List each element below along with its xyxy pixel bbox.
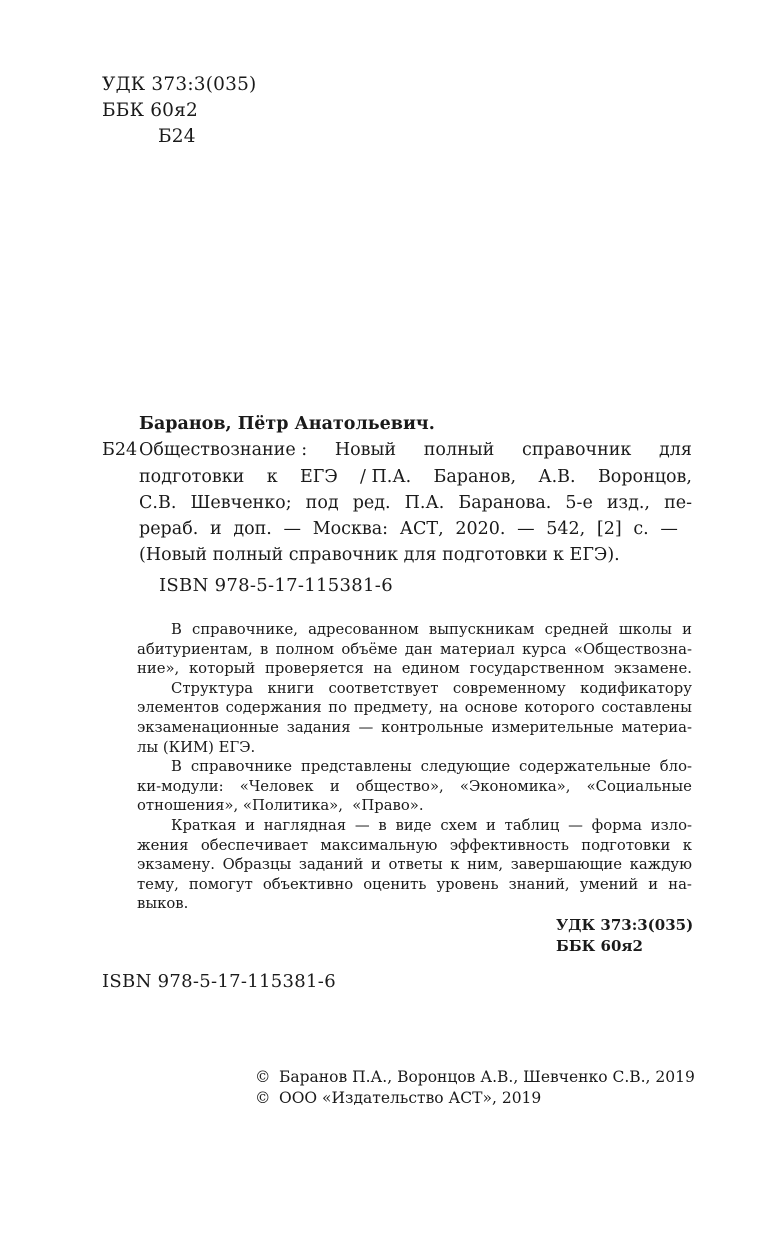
- copyright-authors: © Баранов П.А., Воронцов А.В., Шевченко С.В., 2019: [255, 1068, 695, 1086]
- bbk-code: ББК 60я2: [102, 100, 198, 121]
- copyright-icon: ©: [255, 1068, 271, 1086]
- bib-author-mark: Б24: [102, 440, 138, 461]
- abstract-line: лы (КИМ) ЕГЭ.: [137, 738, 256, 756]
- author-heading: Баранов, Пётр Анатольевич.: [139, 414, 435, 434]
- series-title: (Новый полный справочник для подготовки к ЕГЭ).: [139, 545, 620, 566]
- abstract-line: экзамену. Образцы заданий и ответы к ним, завершающие каждую: [137, 856, 692, 874]
- abstract-line: В справочнике представлены следующие содержательные бло-: [171, 758, 692, 776]
- bib-line-1: Б24 Обществознание : Новый полный справочник для: [102, 437, 692, 463]
- abstract-line: В справочнике, адресованном выпускникам средней школы и: [171, 621, 692, 638]
- udk-code: УДК 373:3(035): [102, 74, 257, 95]
- bottom-bbk-code: ББК 60я2: [556, 937, 643, 955]
- copyright-icon: ©: [255, 1089, 271, 1107]
- bib-line-3: С.В. Шевченко; под ред. П.А. Баранова. 5-е изд., пе-: [139, 492, 692, 513]
- isbn-record: ISBN 978-5-17-115381-6: [159, 574, 393, 596]
- abstract-line: абитуриентам, в полном объёме дан материал курса «Обществозна-: [137, 640, 692, 658]
- author-mark: Б24: [158, 126, 196, 147]
- abstract-line: жения обеспечивает максимальную эффективность подготовки к: [137, 836, 692, 854]
- bib-line-2: подготовки к ЕГЭ / П.А. Баранов, А.В. Воронцов,: [139, 466, 692, 487]
- abstract-line: Краткая и наглядная — в виде схем и таблиц — форма изло-: [171, 816, 692, 834]
- abstract: [137, 620, 692, 914]
- bibliographic-record: [102, 411, 692, 599]
- abstract-line: тему, помогут объективно оценить уровень знаний, умений и на-: [137, 875, 692, 893]
- abstract-line: экзаменационные задания — контрольные измерительные материа-: [137, 718, 692, 736]
- abstract-line: ние», который проверяется на едином государственном экзамене.: [137, 660, 692, 678]
- isbn-bottom: ISBN 978-5-17-115381-6: [102, 971, 336, 992]
- bib-line-4: рераб. и доп. — Москва: АСТ, 2020. — 542, [2] с. —: [139, 519, 678, 540]
- abstract-line: элементов содержания по предмету, на основе которого составлены: [137, 699, 692, 717]
- abstract-line: Структура книги соответствует современному кодификатору: [171, 679, 692, 697]
- abstract-line: отношения», «Политика», «Право».: [137, 797, 424, 815]
- copyright-publisher: © ООО «Издательство АСТ», 2019: [255, 1089, 542, 1107]
- abstract-line: ки-модули: «Человек и общество», «Экономика», «Социальные: [137, 777, 692, 795]
- abstract-line: выков.: [137, 895, 189, 913]
- bottom-udk-code: УДК 373:3(035): [556, 916, 694, 934]
